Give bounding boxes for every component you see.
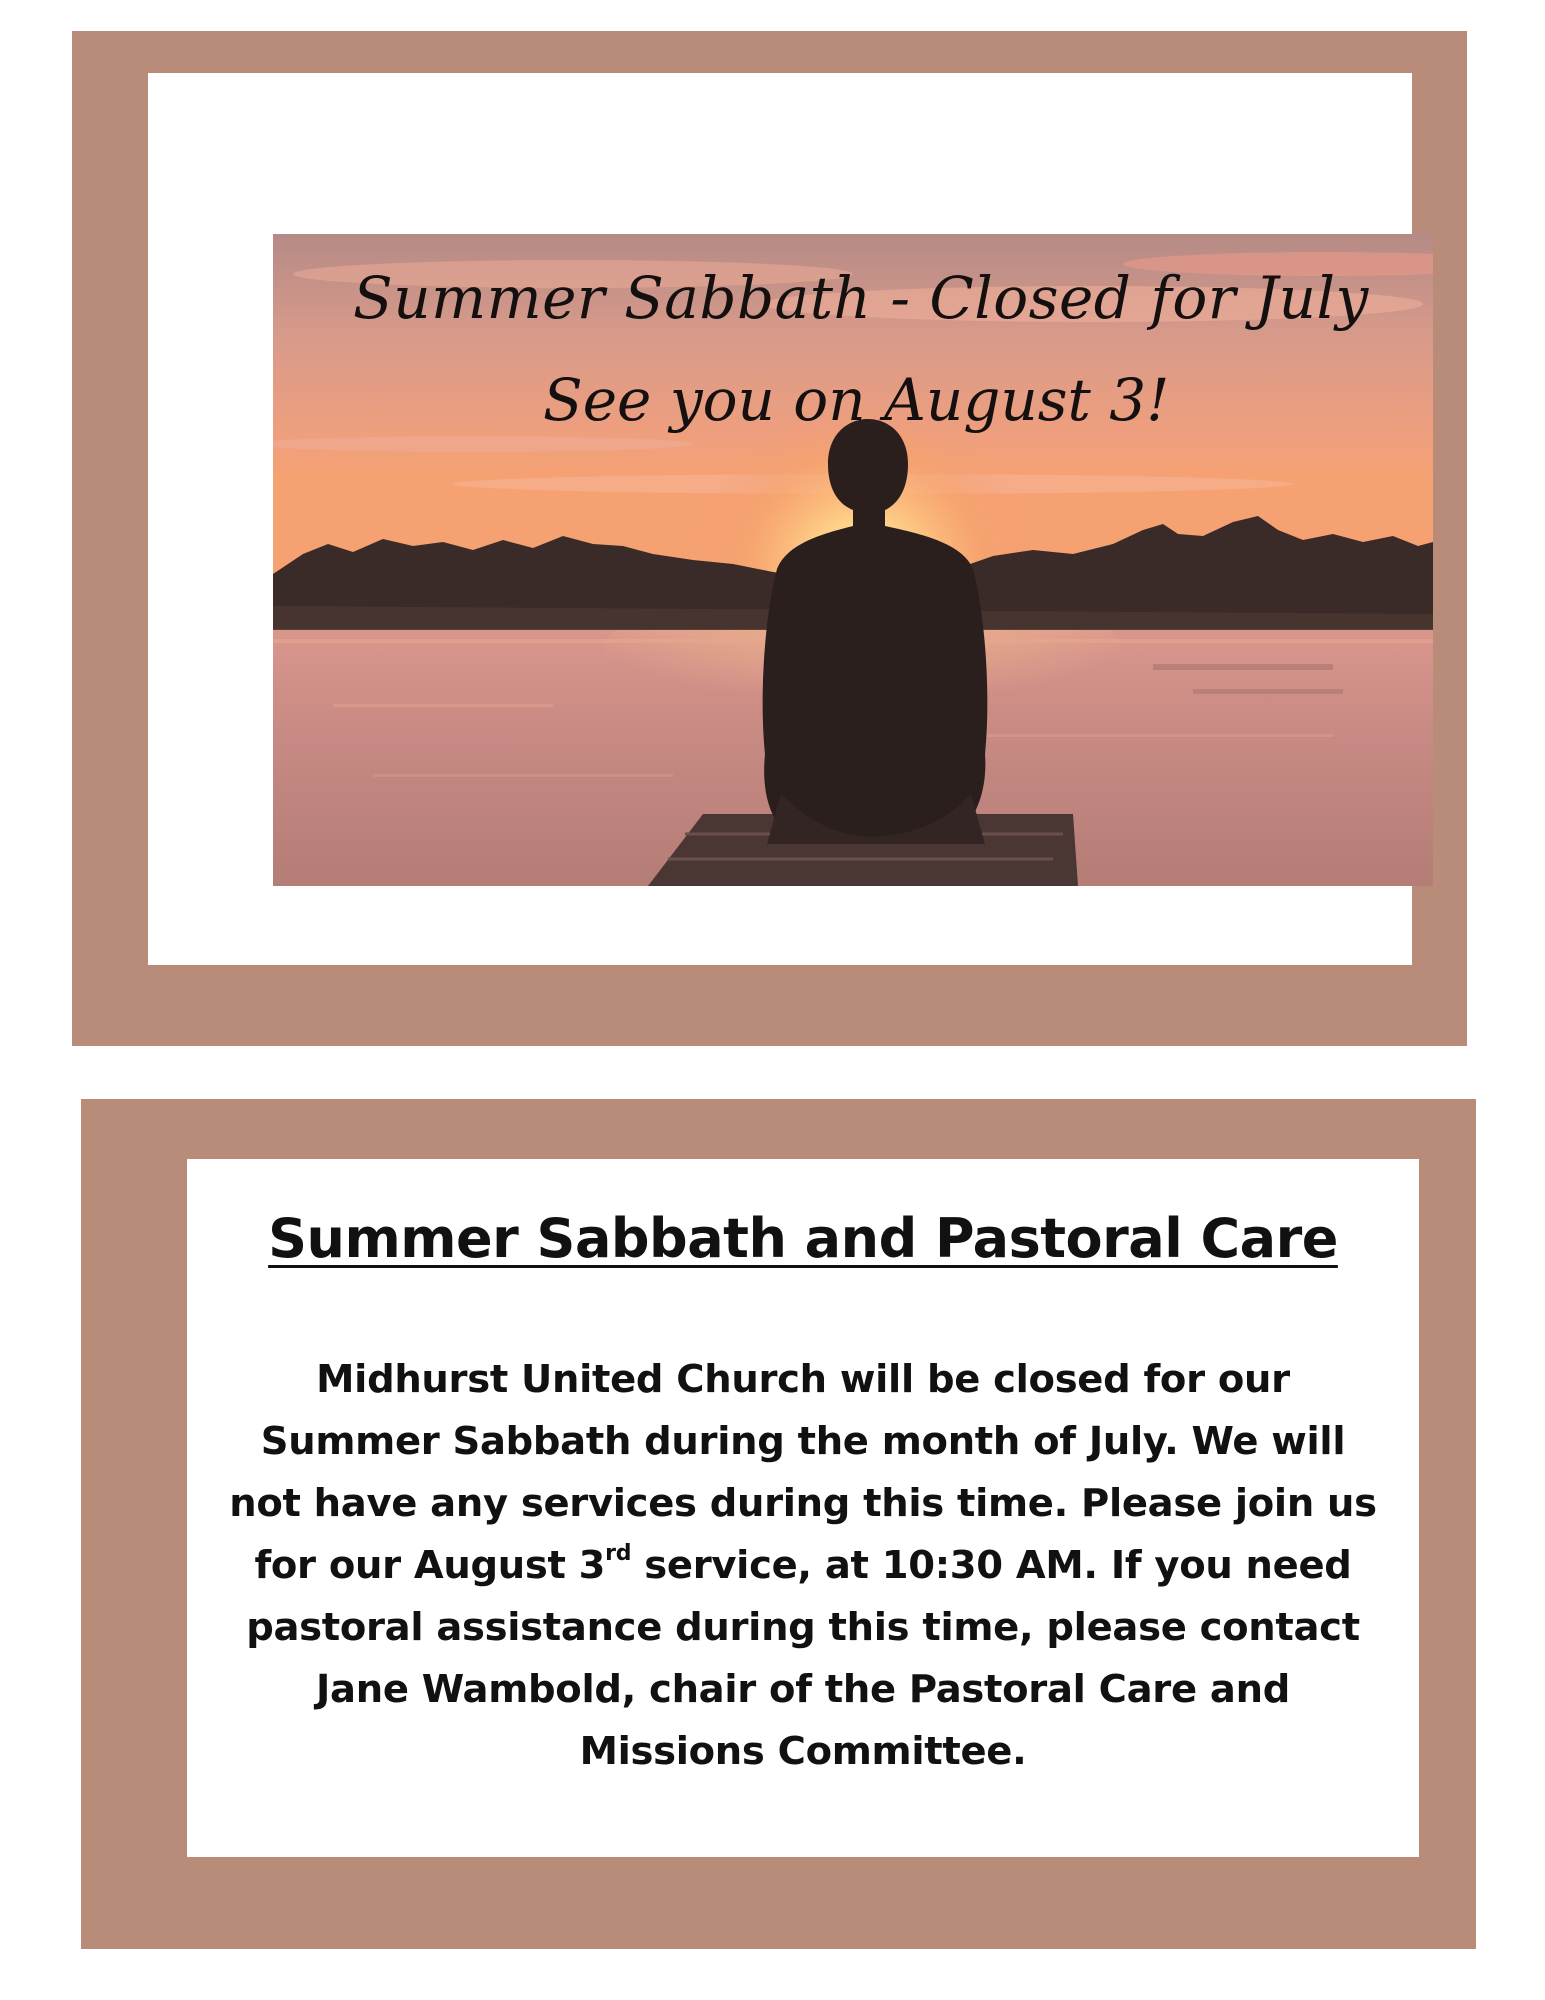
notice-title: Summer Sabbath and Pastoral Care [268, 1207, 1338, 1270]
banner-headline-line-1: Summer Sabbath - Closed for July [353, 264, 1369, 332]
banner-headline-line-2: See you on August 3! [543, 366, 1170, 434]
top-card-panel [148, 73, 1412, 965]
notice-body-part-2: service, at 10:30 AM. If you need pastoral assistance during this time, please contact Jane Wambold, chair of the Pastoral Care and Missions Committee. [246, 1543, 1360, 1774]
top-card-frame [72, 31, 1467, 1046]
sunset-photo [273, 234, 1433, 886]
notice-body-part-1: Midhurst United Church will be closed for our Summer Sabbath during the month of July. We will not have any services during this time. Please join us for our August 3 [229, 1357, 1377, 1588]
notice-body [227, 1349, 1379, 1783]
bottom-card-frame [81, 1099, 1476, 1949]
notice-body-superscript: rd [605, 1541, 632, 1566]
bottom-card-panel [187, 1159, 1419, 1857]
